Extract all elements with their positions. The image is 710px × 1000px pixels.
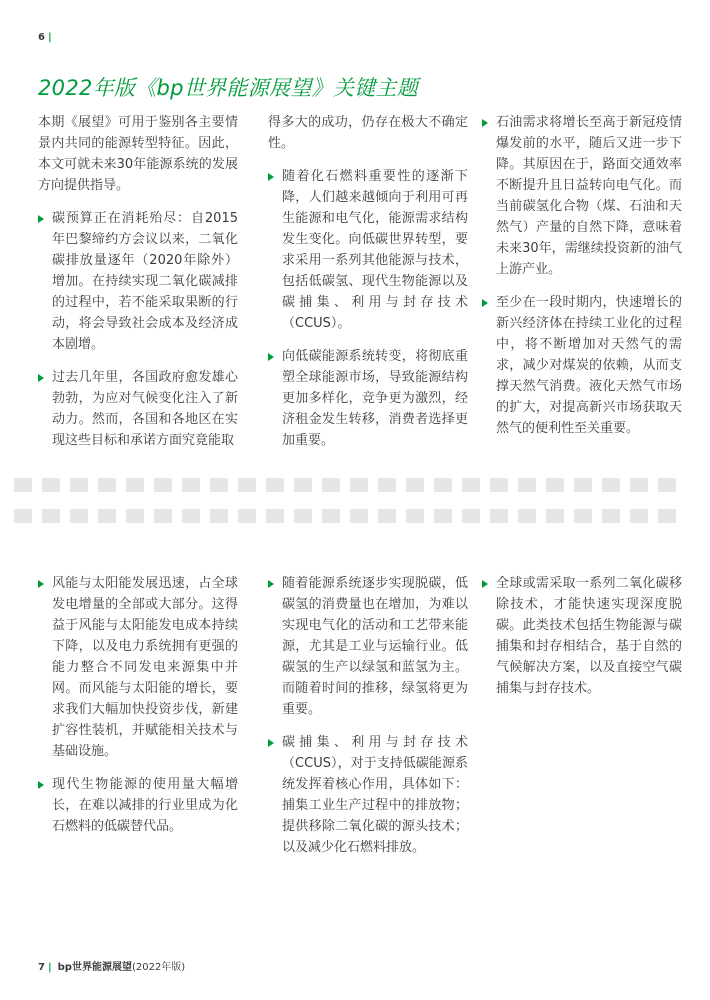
column-bottom-3	[482, 573, 682, 711]
publication-edition: (2022年版)	[131, 962, 186, 973]
page-number-bottom: 7	[38, 962, 45, 973]
publication-name: bp世界能源展望	[57, 962, 132, 973]
bullet-item: 全球或需采取一系列二氧化碳移除技术，才能快速实现深度脱碳。此类技术包括生物能源与碳捕集和封存相结合，基于自然的气候解决方案，以及直接空气碳捕集与封存技术。	[482, 573, 682, 699]
bullet-item: 随着化石燃料重要性的逐渐下降，人们越来越倾向于利用可再生能源和电气化，能源需求结构发生变化。向低碳世界转型，要求采用一系列其他能源与技术，包括低碳氢、现代生物能源以及碳捕集、利用与封存技术（CCUS）。	[268, 166, 468, 334]
bullet-item: 碳捕集、利用与封存技术（CCUS），对于支持低碳能源系统发挥着核心作用，具体如下：捕集工业生产过程中的排放物；提供移除二氧化碳的源头技术；以及减少化石燃料排放。	[268, 732, 468, 858]
bullet-item: 过去几年里，各国政府愈发雄心勃勃，为应对气候变化注入了新动力。然而，各国和各地区在实现这些目标和承诺方面究竟能取	[38, 367, 238, 451]
bullet-triangle-icon	[38, 215, 44, 223]
bullet-triangle-icon	[38, 580, 44, 588]
decorative-band	[14, 509, 704, 523]
continued-text: 得多大的成功，仍存在极大不确定性。	[268, 115, 468, 151]
bullet-triangle-icon	[482, 580, 488, 588]
page-title: 2022年版《bp世界能源展望》关键主题	[38, 76, 419, 100]
bullet-item: 石油需求将增长至高于新冠疫情爆发前的水平，随后又进一步下降。其原因在于，路面交通效率不断提升且日益转向电气化。而当前碳氢化合物（煤、石油和天然气）产量的自然下降，意味着未来30年，需继续投资新的油气上游产业。	[482, 112, 682, 280]
page-footer: 7 | bp世界能源展望(2022年版)	[38, 962, 186, 973]
column-top-3	[482, 112, 682, 451]
column-bottom-2	[268, 573, 468, 870]
bullet-triangle-icon	[268, 353, 274, 361]
bullet-triangle-icon	[482, 119, 488, 127]
bullet-item: 随着能源系统逐步实现脱碳，低碳氢的消费量也在增加，为难以实现电气化的活动和工艺带来能源，尤其是工业与运输行业。低碳氢的生产以绿氢和蓝氢为主。而随着时间的推移，绿氢将更为重要。	[268, 573, 468, 720]
bullet-triangle-icon	[268, 173, 274, 181]
bullet-item: 向低碳能源系统转变，将彻底重塑全球能源市场，导致能源结构更加多样化，竞争更为激烈，经济租金发生转移，消费者选择更加重要。	[268, 346, 468, 451]
bullet-item: 风能与太阳能发展迅速，占全球发电增量的全部或大部分。这得益于风能与太阳能发电成本持续下降，以及电力系统拥有更强的能力整合不同发电来源集中并网。而风能与太阳能的增长，要求我们大幅加快投资步伐，新建扩容性装机，并赋能相关技术与基础设施。	[38, 573, 238, 762]
page-number-top: 6 |	[38, 32, 52, 43]
bullet-triangle-icon	[268, 739, 274, 747]
column-bottom-1	[38, 573, 238, 849]
bullet-item: 现代生物能源的使用量大幅增长，在难以减排的行业里成为化石燃料的低碳替代品。	[38, 774, 238, 837]
bullet-triangle-icon	[268, 580, 274, 588]
bullet-item: 至少在一段时期内，快速增长的新兴经济体在持续工业化的过程中，将不断增加对天然气的需求，减少对煤炭的依赖，从而支撑天然气消费。液化天然气市场的扩大，对提高新兴市场获取天然气的便利性至关重要。	[482, 292, 682, 439]
column-top-1	[38, 112, 238, 463]
column-top-2	[268, 112, 468, 463]
bullet-triangle-icon	[482, 299, 488, 307]
decorative-band	[14, 478, 704, 492]
bullet-triangle-icon	[38, 781, 44, 789]
bullet-item: 碳预算正在消耗殆尽：自2015年巴黎缔约方会议以来，二氧化碳排放量逐年（2020年除外）增加。在持续实现二氧化碳减排的过程中，若不能采取果断的行动，将会导致社会成本及经济成本剧增。	[38, 208, 238, 355]
intro-paragraph: 本期《展望》可用于鉴别各主要情景内共同的能源转型特征。因此，本文可就未来30年能源系统的发展方向提供指导。	[38, 115, 238, 193]
bullet-triangle-icon	[38, 374, 44, 382]
